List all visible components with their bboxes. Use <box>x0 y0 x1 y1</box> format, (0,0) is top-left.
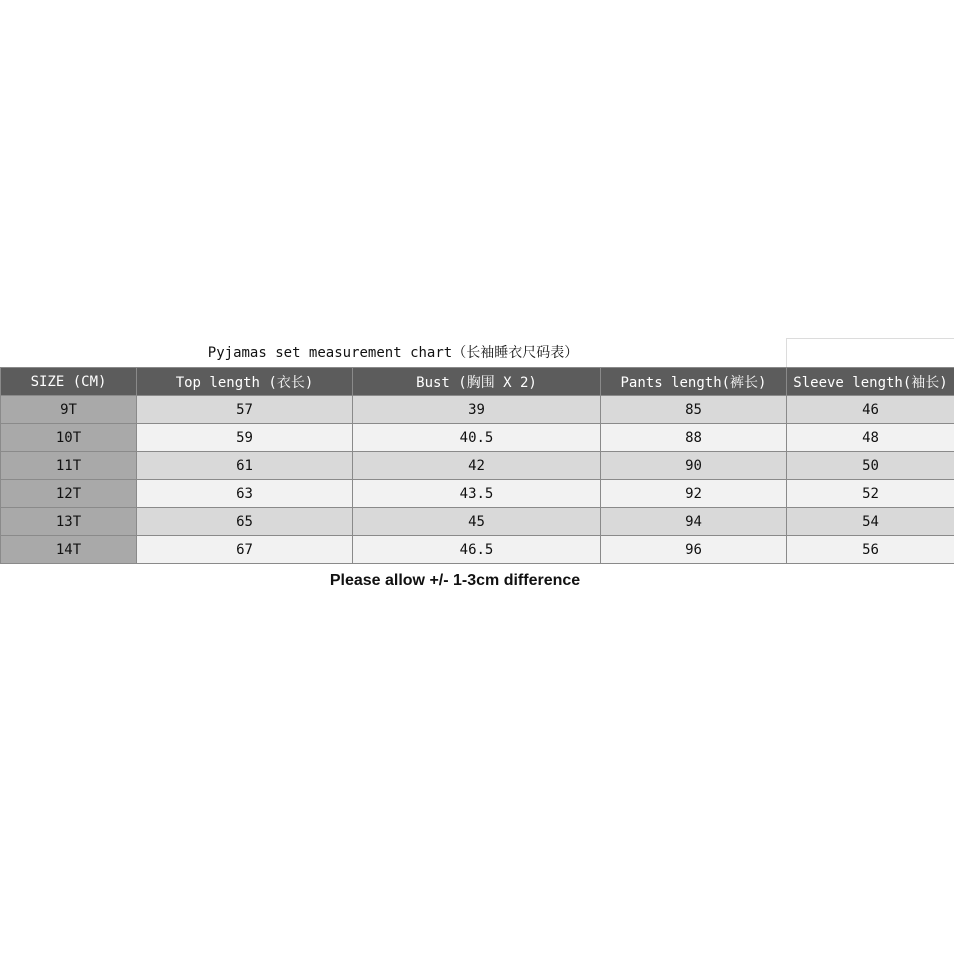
table-row <box>1 536 954 564</box>
header-top-length: Top length (衣长) <box>137 368 353 396</box>
top-length-cell: 67 <box>137 536 353 564</box>
title-row <box>0 338 954 367</box>
table-row <box>1 396 954 424</box>
bust-cell: 43.5 <box>353 480 601 508</box>
table-row <box>1 508 954 536</box>
size-cell: 14T <box>1 536 137 564</box>
size-cell: 11T <box>1 452 137 480</box>
pants-length-cell: 92 <box>601 480 787 508</box>
size-chart-table <box>0 367 954 564</box>
tolerance-note: Please allow +/- 1-3cm difference <box>329 572 581 589</box>
sleeve-length-cell: 52 <box>787 480 954 508</box>
size-cell: 12T <box>1 480 137 508</box>
pants-length-cell: 94 <box>601 508 787 536</box>
sleeve-length-cell: 54 <box>787 508 954 536</box>
size-cell: 9T <box>1 396 137 424</box>
bust-cell: 42 <box>353 452 601 480</box>
sleeve-length-cell: 56 <box>787 536 954 564</box>
header-size: SIZE (CM) <box>1 368 137 396</box>
top-length-cell: 63 <box>137 480 353 508</box>
size-cell: 10T <box>1 424 137 452</box>
top-length-cell: 65 <box>137 508 353 536</box>
header-pants-length: Pants length(裤长) <box>601 368 787 396</box>
table-row <box>1 452 954 480</box>
title-empty-cell <box>786 338 954 367</box>
table-row <box>1 424 954 452</box>
pants-length-cell: 88 <box>601 424 787 452</box>
sleeve-length-cell: 50 <box>787 452 954 480</box>
header-row <box>1 368 954 396</box>
header-sleeve-length: Sleeve length(袖长) <box>787 368 954 396</box>
sleeve-length-cell: 48 <box>787 424 954 452</box>
table-row <box>1 480 954 508</box>
sleeve-length-cell: 46 <box>787 396 954 424</box>
size-cell: 13T <box>1 508 137 536</box>
pants-length-cell: 96 <box>601 536 787 564</box>
bust-cell: 45 <box>353 508 601 536</box>
bust-cell: 40.5 <box>353 424 601 452</box>
pants-length-cell: 85 <box>601 396 787 424</box>
header-bust: Bust (胸围 X 2) <box>353 368 601 396</box>
bust-cell: 46.5 <box>353 536 601 564</box>
top-length-cell: 61 <box>137 452 353 480</box>
top-length-cell: 59 <box>137 424 353 452</box>
bust-cell: 39 <box>353 396 601 424</box>
pants-length-cell: 90 <box>601 452 787 480</box>
chart-title: Pyjamas set measurement chart（长袖睡衣尺码表） <box>207 345 579 361</box>
top-length-cell: 57 <box>137 396 353 424</box>
